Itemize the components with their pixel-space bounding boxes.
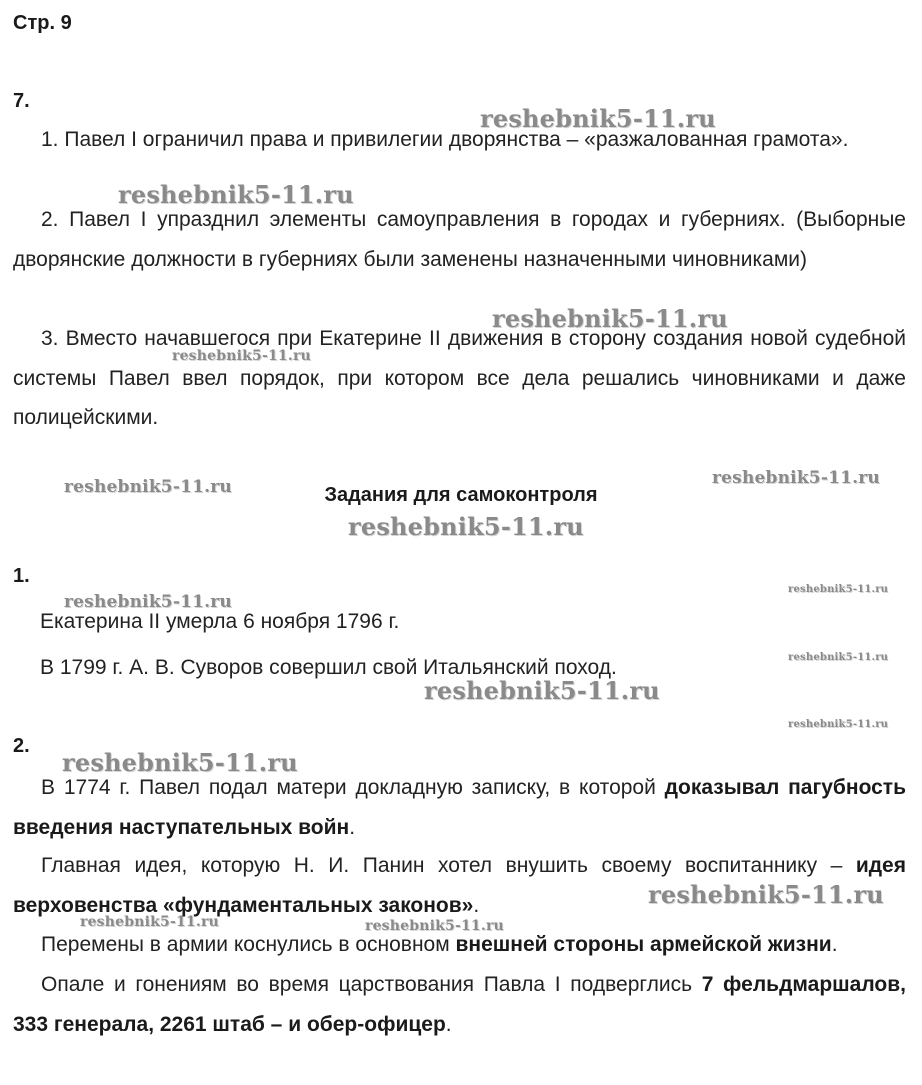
watermark: reshebnik5-11.ru [712,468,880,488]
watermark: reshebnik5-11.ru [62,748,298,777]
watermark: reshebnik5-11.ru [64,592,232,612]
task-7-item-2: 2. Павел I упразднил элементы самоуправления в городах и губерниях. (Выборные дворянские должности в губерниях были заменены назначенными чиновниками) [13,208,906,271]
watermark: reshebnik5-11.ru [118,180,354,209]
watermark: reshebnik5-11.ru [788,584,889,595]
task-7-item-1: 1. Павел I ограничил права и привилегии дворянства – «разжалованная грамота». [41,128,849,151]
bold-phrase: 7 фельдмаршалов, 333 генерала, 2261 штаб – и обер-офицер [13,973,906,1036]
paragraph-end: . [831,933,838,956]
bold-phrase: идея верховенства «фундаментальных законов» [13,854,906,917]
task-2-number: 2. [13,735,30,757]
paragraph-text: Главная идея, которую Н. И. Панин хотел внушить своему воспитаннику – [41,854,856,877]
watermark: reshebnik5-11.ru [788,652,889,663]
bold-phrase: внешней стороны армейской жизни [455,933,832,956]
task-1-line-2: В 1799 г. А. В. Суворов совершил свой Итальянский поход. [40,656,617,679]
watermark: reshebnik5-11.ru [64,477,232,497]
section-title: Задания для самоконтроля [324,484,598,506]
task-7-number: 7. [13,90,30,112]
page-number: Стр. 9 [13,12,72,34]
task-1-number: 1. [13,565,30,587]
paragraph-text: В 1774 г. Павел подал матери докладную записку, в которой [41,776,665,799]
watermark: reshebnik5-11.ru [648,880,884,909]
watermark: reshebnik5-11.ru [172,348,311,364]
watermark: reshebnik5-11.ru [348,512,584,541]
task-1-line-1: Екатерина II умерла 6 ноября 1796 г. [40,610,400,633]
paragraph-end: . [473,893,480,917]
task-2-paragraph-1 [13,768,906,847]
paragraph-end: . [445,1012,452,1036]
paragraph-end: . [349,815,356,839]
task-7-item-3: 3. Вместо начавшегося при Екатерине II движения в сторону создания новой судебной системы Павел ввел порядок, при котором все дела решались чиновниками и даже полицейскими. [13,327,906,429]
task-2-paragraph-4 [13,965,906,1044]
watermark: reshebnik5-11.ru [424,676,660,705]
watermark: reshebnik5-11.ru [492,304,728,333]
watermark: reshebnik5-11.ru [480,104,716,133]
watermark: reshebnik5-11.ru [80,914,219,930]
bold-phrase: доказывал пагубность введения наступательных войн [13,776,906,839]
watermark: reshebnik5-11.ru [365,918,504,934]
paragraph-text: Перемены в армии коснулись в основном [41,933,456,956]
paragraph-text: Опале и гонениям во время царствования Павла I подверглись [41,973,702,996]
watermark: reshebnik5-11.ru [788,719,889,730]
